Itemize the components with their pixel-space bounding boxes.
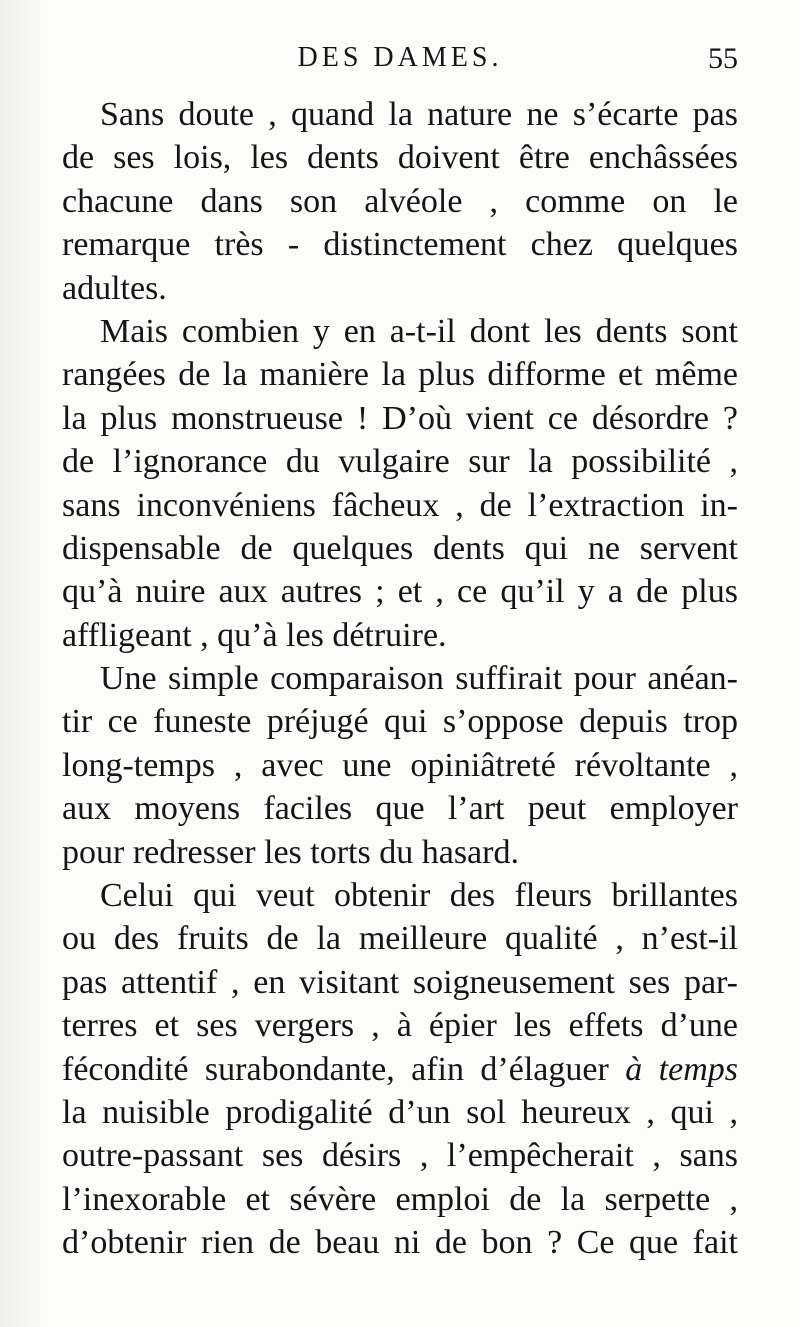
paragraph-2 xyxy=(62,310,738,657)
text-line: l’inexorable et sévère emploi de la serpette , xyxy=(62,1180,738,1218)
text-line: sans inconvéniens fâcheux , de l’extraction in- xyxy=(62,486,738,524)
text-segment: fécondité surabondante, afin d’élaguer xyxy=(62,1050,626,1088)
text-line: Sans doute , quand la nature ne s’écarte pas xyxy=(100,96,738,133)
text-line: chacune dans son alvéole , comme on le xyxy=(62,182,738,220)
page-number: 55 xyxy=(708,42,738,75)
text-line: remarque très - distinctement chez quelques xyxy=(62,226,738,264)
text-line: dispensable de quelques dents qui ne servent xyxy=(62,529,738,567)
body-text xyxy=(62,93,738,1265)
text-line: de ses lois, les dents doivent être enchâssées xyxy=(62,139,738,177)
text-line: terres et ses vergers , à épier les effets d’une xyxy=(62,1007,738,1045)
text-line: adultes. xyxy=(62,269,167,307)
text-line: la plus monstrueuse ! D’où vient ce désordre ? xyxy=(62,399,738,437)
text-line: rangées de la manière la plus difforme et même xyxy=(62,356,738,394)
text-line: d’obtenir rien de beau ni de bon ? Ce que fait xyxy=(62,1224,738,1262)
italic-phrase: à temps xyxy=(625,1050,738,1088)
running-head xyxy=(62,42,738,92)
text-line: ou des fruits de la meilleure qualité , n’est-il xyxy=(62,920,738,958)
text-line: Une simple comparaison suffirait pour anéan- xyxy=(100,660,738,698)
text-line: de l’ignorance du vulgaire sur la possibilité , xyxy=(62,443,738,481)
text-line: tir ce funeste préjugé qui s’oppose depuis trop xyxy=(62,703,738,741)
text-line-with-italic xyxy=(62,1048,738,1091)
paragraph-1 xyxy=(62,93,738,310)
text-line: Celui qui veut obtenir des fleurs brillantes xyxy=(100,877,738,915)
text-line: long-temps , avec une opiniâtreté révoltante , xyxy=(62,746,738,784)
text-line: outre-passant ses désirs , l’empêcherait , sans xyxy=(62,1137,738,1175)
paragraph-3 xyxy=(62,657,738,874)
text-line: affligeant , qu’à les détruire. xyxy=(62,616,447,654)
paragraph-4 xyxy=(62,874,738,1265)
text-line: pour redresser les torts du hasard. xyxy=(62,833,519,871)
text-line: Mais combien y en a-t-il dont les dents sont xyxy=(100,312,738,350)
text-line: la nuisible prodigalité d’un sol heureux , qui , xyxy=(62,1093,738,1131)
text-line: pas attentif , en visitant soigneusement ses par- xyxy=(62,963,738,1001)
running-title: DES DAMES. xyxy=(297,42,503,73)
text-line: qu’à nuire aux autres ; et , ce qu’il y a de plus xyxy=(62,573,738,611)
text-line: aux moyens faciles que l’art peut employer xyxy=(62,790,738,828)
